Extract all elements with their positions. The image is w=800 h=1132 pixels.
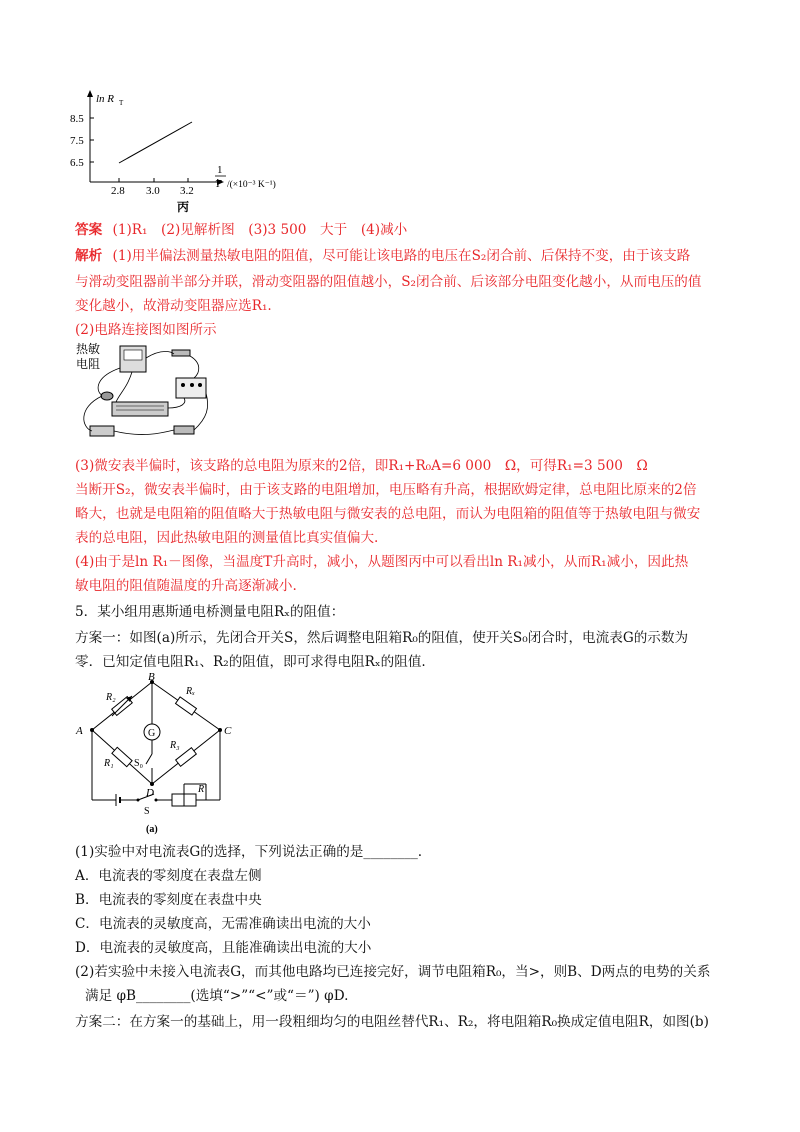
option-c: C．电流表的灵敏度高，无需准确读出电流的大小 — [75, 916, 371, 932]
analysis-p5-line: (4)由于是ln R₁－图像，当温度T升高时，减小，从题图丙中可以看出ln R₁减小，从而R₁减小，因此热 — [75, 554, 689, 570]
answer-label: 答案 — [75, 222, 103, 238]
x-tick-label: 2.8 — [111, 185, 125, 197]
analysis-p4-line: 略大，也就是电阻箱的阻值略大于热敏电阻与微安表的总电阻，而认为电阻箱的阻值等于热敏电阻与微安 — [75, 506, 701, 522]
y-tick-label: 6.5 — [70, 157, 84, 169]
q2-line: 满足 φB________(选填“>”“<”或“＝”) φD. — [85, 988, 349, 1004]
option-d: D．电流表的灵敏度高，且能准确读出电流的大小 — [75, 940, 372, 956]
wheatstone-bridge-diagram — [74, 672, 244, 836]
option-b: B．电流表的零刻度在表盘中央 — [75, 892, 262, 908]
q2-line: (2)若实验中未接入电流表G，而其他电路均已连接完好，调节电阻箱R₀，当>，则B、D两点的电势的关系 — [75, 964, 711, 980]
y-tick-label: 8.5 — [70, 113, 84, 125]
resistor-label-r2: R₂ — [106, 692, 116, 703]
switch-label-s0: S₀ — [134, 758, 144, 769]
analysis-p1-line: (1)用半偏法测量热敏电阻的阻值，尽可能让该电路的电压在S₂闭合前、后保持不变，由于该支路 — [112, 248, 691, 264]
question5-title: 5．某小组用惠斯通电桥测量电阻Rₓ的阻值： — [75, 604, 345, 620]
y-axis-label: ln R — [96, 93, 115, 105]
y-axis-arrow — [87, 90, 93, 97]
photo-label: 电阻 — [76, 357, 101, 371]
graph-caption: 丙 — [177, 200, 190, 214]
q1-text: (1)实验中对电流表G的选择，下列说法正确的是________. — [75, 844, 423, 860]
answer-text: (1)R₁ (2)见解析图 (3)3 500 大于 (4)减小 — [112, 222, 408, 238]
analysis-p3: (3)微安表半偏时，该支路的总电阻为原来的2倍，即R₁+R₀A=6 000 Ω，可得R₁=3 500 Ω — [75, 458, 648, 474]
analysis-p1-line: 与滑动变阻器前半部分并联，滑动变阻器的阻值越小，S₂闭合前、后该部分电阻变化越小，从而电压的值 — [75, 274, 702, 290]
node-label-a: A — [76, 725, 83, 737]
resistor-label-rx: Rₓ — [186, 686, 195, 697]
photo-label: 热敏 — [76, 342, 101, 356]
scheme1-line: 零．已知定值电阻R₁、R₂的阻值，即可求得电阻Rₓ的阻值. — [75, 654, 426, 670]
resistor-label-r3: R₃ — [170, 740, 180, 751]
analysis-p1-line: 变化越小，故滑动变阻器应选R₁. — [75, 298, 272, 314]
analysis-p4-line: 表的总电阻，因此热敏电阻的测量值比真实值偏大. — [75, 530, 379, 546]
analysis-line-1 — [75, 246, 690, 266]
analysis-p4-line: 当断开S₂，微安表半偏时，由于该支路的电阻增加，电压略有升高，根据欧姆定律，总电阻比原来的2倍 — [75, 482, 697, 498]
y-tick-label: 7.5 — [70, 135, 84, 147]
x-label-denominator: T — [215, 178, 222, 190]
x-label-unit: /(×10⁻³ K⁻¹) — [227, 180, 276, 190]
analysis-p2: (2)电路连接图如图所示 — [75, 322, 217, 338]
answer-line — [75, 220, 407, 240]
x-tick-label: 3.0 — [146, 185, 160, 197]
circuit-connection-photo — [72, 338, 212, 446]
node-label-d: D — [146, 787, 154, 799]
node-label-c: C — [224, 725, 232, 737]
data-line — [119, 122, 192, 163]
resistor-label-r1: R₁ — [104, 758, 114, 769]
x-tick-label: 3.2 — [180, 185, 194, 197]
analysis-p5-line: 敏电阻的阻值随温度的升高逐渐减小. — [75, 578, 297, 594]
rheostat-label: R' — [198, 784, 207, 795]
analysis-label: 解析 — [75, 248, 103, 264]
galvanometer-label: G — [148, 728, 156, 739]
node-label-b: B — [148, 672, 155, 683]
x-label-numerator: 1 — [217, 164, 223, 176]
scheme2-line: 方案二：在方案一的基础上，用一段粗细均匀的电阻丝替代R₁、R₂，将电阻箱R₀换成定值电阻R，如图(b) — [75, 1014, 709, 1030]
option-a: A．电流表的零刻度在表盘左侧 — [75, 868, 262, 884]
y-axis-label-sub: T — [119, 99, 124, 107]
figure-caption-a: (a) — [146, 824, 158, 835]
switch-label-s: S — [144, 806, 150, 817]
scheme1-line: 方案一：如图(a)所示，先闭合开关S，然后调整电阻箱R₀的阻值，使开关S₀闭合时，电流表G的示数为 — [75, 630, 689, 646]
ln-rt-graph — [70, 86, 310, 216]
